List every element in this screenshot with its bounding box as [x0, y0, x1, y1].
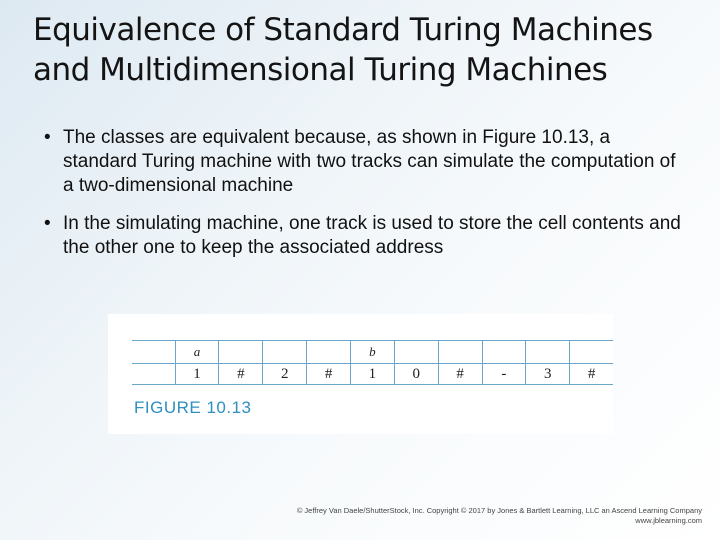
tape-cell [438, 341, 482, 364]
bullet-icon: • [44, 213, 51, 234]
bullet-text: In the simulating machine, one track is used to store the cell contents and the other one to keep the associated address [63, 213, 681, 258]
bullet-item [44, 212, 684, 260]
tape-cell [132, 341, 175, 364]
bullet-icon: • [44, 127, 51, 148]
publisher-url: www.jblearning.com [635, 516, 702, 525]
two-track-tape [132, 340, 613, 385]
tape-cell: - [482, 364, 526, 385]
figure-10-13 [108, 314, 613, 434]
tape-cell [132, 364, 175, 385]
tape-cell [570, 341, 613, 364]
tape-cell [482, 341, 526, 364]
tape-cell: b [350, 341, 394, 364]
tape-cell: # [438, 364, 482, 385]
top-track-row [132, 341, 613, 364]
tape-cell: 2 [263, 364, 307, 385]
tape-cell: # [219, 364, 263, 385]
tape-cell [394, 341, 438, 364]
tape-cell: 3 [526, 364, 570, 385]
copyright-line: © Jeffrey Van Daele/ShutterStock, Inc. Copyright © 2017 by Jones & Bartlett Learning, LLC an Ascend Learning Company [296, 506, 702, 515]
bullet-item [44, 126, 684, 198]
tape-cell: 0 [394, 364, 438, 385]
bullet-list [44, 126, 684, 274]
tape-cell [219, 341, 263, 364]
bottom-track-row [132, 364, 613, 385]
tape-cell: a [175, 341, 219, 364]
slide-title: Equivalence of Standard Turing Machines and Multidimensional Turing Machines [33, 12, 653, 88]
tape-cell: # [570, 364, 613, 385]
tape-cell [526, 341, 570, 364]
tape-cell [263, 341, 307, 364]
bullet-text: The classes are equivalent because, as shown in Figure 10.13, a standard Turing machine with two tracks can simulate the computation of a two-dimensional machine [63, 127, 676, 196]
copyright-notice [297, 506, 702, 526]
tape-cell: 1 [175, 364, 219, 385]
tape-cell [307, 341, 351, 364]
tape-cell: 1 [350, 364, 394, 385]
tape-cell: # [307, 364, 351, 385]
figure-caption: FIGURE 10.13 [134, 398, 252, 417]
